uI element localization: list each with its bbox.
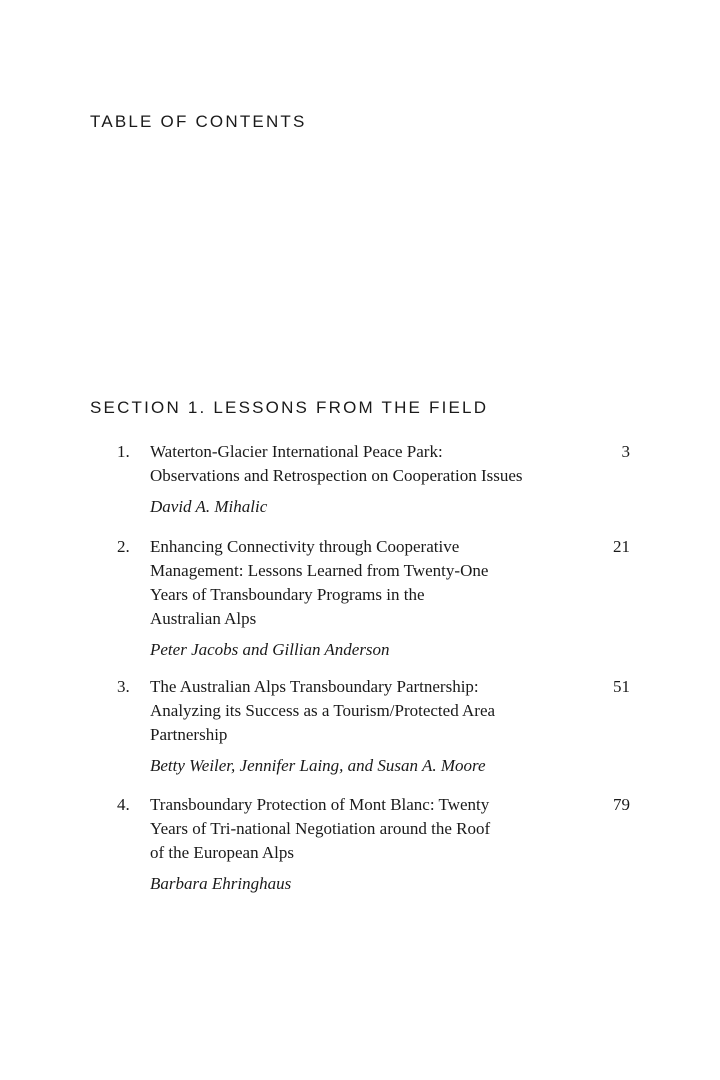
entry-page-number: 21 (613, 537, 630, 556)
entry-page-number: 79 (613, 795, 630, 814)
entry-title-line: The Australian Alps Transboundary Partnership: (150, 677, 479, 696)
entry-title-line: Transboundary Protection of Mont Blanc: Twenty (150, 795, 490, 814)
entry-title-line: Years of Transboundary Programs in the (150, 585, 425, 604)
entry-page-number: 51 (613, 677, 630, 696)
entry-body (150, 535, 570, 662)
entry-number: 1. (117, 442, 130, 461)
section-heading: SECTION 1. LESSONS FROM THE FIELD (90, 398, 489, 417)
entry-body (150, 440, 570, 519)
entry-author: Peter Jacobs and Gillian Anderson (150, 640, 390, 659)
entry-title-line: Australian Alps (150, 609, 257, 628)
entry-title-line: of the European Alps (150, 843, 294, 862)
entry-author: Betty Weiler, Jennifer Laing, and Susan A. Moore (150, 756, 486, 775)
entry-number: 2. (117, 537, 130, 556)
entry-number: 3. (117, 677, 130, 696)
entry-title-line: Waterton-Glacier International Peace Park: (150, 442, 443, 461)
entry-author: Barbara Ehringhaus (150, 874, 292, 893)
entry-author: David A. Mihalic (150, 497, 268, 516)
entry-body (150, 675, 570, 778)
entry-title-line: Observations and Retrospection on Cooperation Issues (150, 466, 523, 485)
entry-title-line: Partnership (150, 725, 228, 744)
entry-title-line: Management: Lessons Learned from Twenty-One (150, 561, 489, 580)
page-title: TABLE OF CONTENTS (90, 112, 307, 131)
entry-page-number: 3 (621, 442, 630, 461)
entry-title-line: Analyzing its Success as a Tourism/Protected Area (150, 701, 496, 720)
entry-title-line: Years of Tri-national Negotiation around the Roof (150, 819, 491, 838)
entry-title-line: Enhancing Connectivity through Cooperative (150, 537, 460, 556)
entry-number: 4. (117, 795, 130, 814)
entry-body (150, 793, 570, 896)
